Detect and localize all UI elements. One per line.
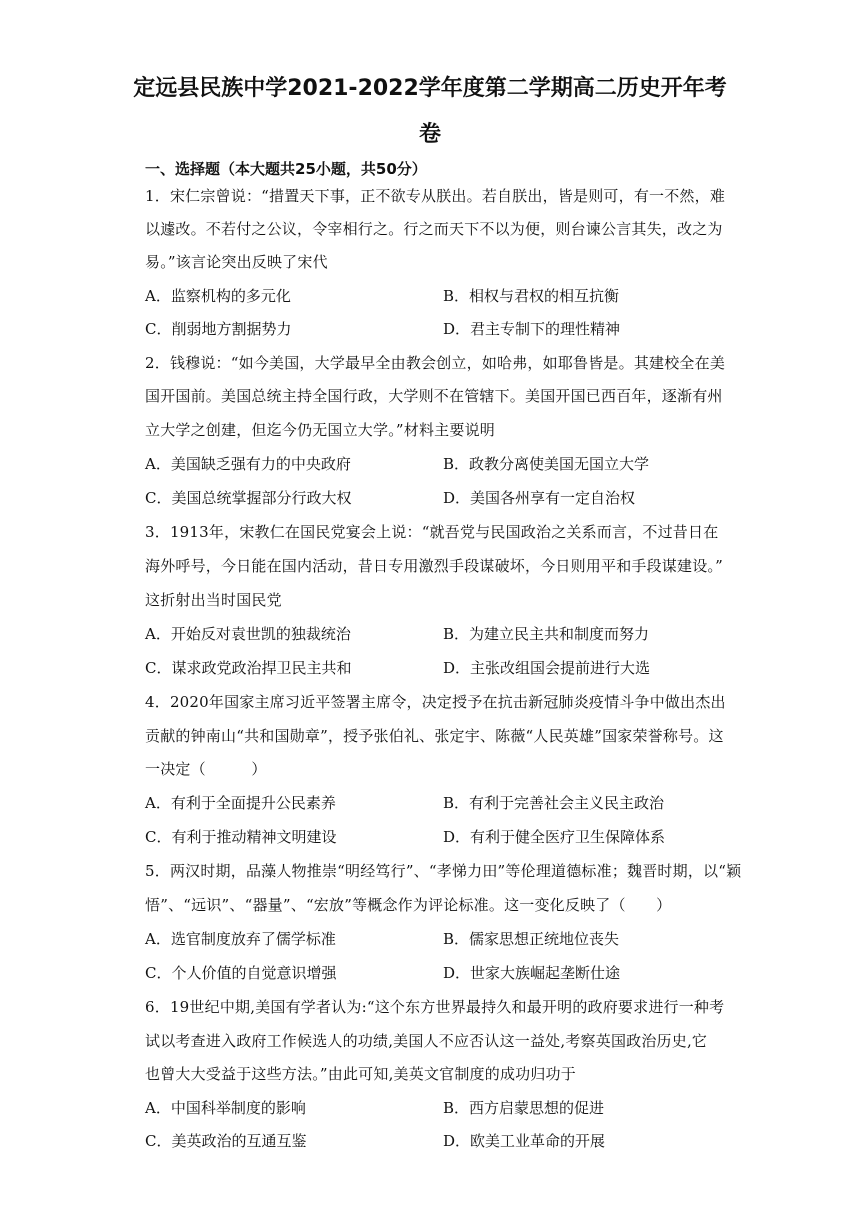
question-1-option-c: C．削弱地方割据势力	[145, 320, 292, 338]
exam-title-line-2: 卷	[418, 122, 441, 147]
question-5-option-c: C．个人价值的自觉意识增强	[145, 964, 337, 982]
question-1-line-2: 以遽改。不若付之公议，令宰相行之。行之而天下不以为便，则台谏公言其失，改之为	[145, 220, 723, 238]
question-5-line-1: 5．两汉时期，品藻人物推崇“明经笃行”、“孝悌力田”等伦理道德标准；魏晋时期，以“颖	[145, 862, 742, 880]
question-4-option-d: D．有利于健全医疗卫生保障体系	[443, 828, 666, 846]
question-6-option-d: D．欧美工业革命的开展	[443, 1132, 606, 1150]
exam-title-line-1: 定远县民族中学2021-2022学年度第二学期高二历史开年考	[133, 76, 727, 101]
question-5-option-a: A．选官制度放弃了儒学标准	[145, 930, 336, 948]
question-5-option-b: B．儒家思想正统地位丧失	[443, 930, 620, 948]
question-5-line-2: 悟”、“远识”、“器量”、“宏放”等概念作为评论标准。这一变化反映了（ ）	[145, 896, 672, 914]
question-4-line-3: 一决定（ ）	[145, 760, 267, 778]
question-3-option-a: A．开始反对袁世凯的独裁统治	[145, 625, 351, 643]
question-2-line-1: 2．钱穆说：“如今美国，大学最早全由教会创立，如哈弗，如耶鲁皆是。其建校全在美	[145, 354, 726, 372]
question-3-line-2: 海外呼号，今日能在国内活动，昔日专用激烈手段谋破坏，今日则用平和手段谋建设。”	[145, 557, 723, 575]
question-4-option-c: C．有利于推动精神文明建设	[145, 828, 337, 846]
question-1-line-1: 1．宋仁宗曾说：“措置天下事，正不欲专从朕出。若自朕出，皆是则可，有一不然，难	[145, 187, 726, 205]
question-4-line-2: 贡献的钟南山“共和国勋章”，授予张伯礼、张定宇、陈薇“人民英雄”国家荣誉称号。这	[145, 727, 724, 745]
question-4-option-b: B．有利于完善社会主义民主政治	[443, 794, 665, 812]
question-5-option-d: D．世家大族崛起垄断仕途	[443, 964, 621, 982]
question-2-option-a: A．美国缺乏强有力的中央政府	[145, 455, 351, 473]
question-2-line-3: 立大学之创建，但迄今仍无国立大学。”材料主要说明	[145, 421, 495, 439]
question-1-option-b: B．相权与君权的相互抗衡	[443, 287, 620, 305]
question-1-option-d: D．君主专制下的理性精神	[443, 320, 621, 338]
question-2-option-c: C．美国总统掌握部分行政大权	[145, 489, 352, 507]
question-1-option-a: A．监察机构的多元化	[145, 287, 291, 305]
question-6-line-3: 也曾大大受益于这些方法。”由此可知,美英文官制度的成功归功于	[145, 1065, 576, 1083]
question-3-line-1: 3．1913年，宋教仁在国民党宴会上说：“就吾党与民国政治之关系而言，不过昔日在	[145, 523, 719, 541]
section-heading: 一、选择题（本大题共25小题，共50分）	[145, 160, 427, 178]
question-6-option-b: B．西方启蒙思想的促进	[443, 1099, 605, 1117]
question-6-line-2: 试以考查进入政府工作候选人的功绩,美国人不应否认这一益处,考察英国政治历史,它	[145, 1032, 708, 1050]
question-2-option-d: D．美国各州享有一定自治权	[443, 489, 636, 507]
question-3-option-d: D．主张改组国会提前进行大选	[443, 659, 651, 677]
question-2-option-b: B．政教分离使美国无国立大学	[443, 455, 650, 473]
question-3-line-3: 这折射出当时国民党	[145, 591, 282, 609]
question-4-line-1: 4．2020年国家主席习近平签署主席令，决定授予在抗击新冠肺炎疫情斗争中做出杰出	[145, 693, 726, 711]
question-3-option-b: B．为建立民主共和制度而努力	[443, 625, 650, 643]
question-4-option-a: A．有利于全面提升公民素养	[145, 794, 336, 812]
question-6-option-a: A．中国科举制度的影响	[145, 1099, 306, 1117]
question-6-option-c: C．美英政治的互通互鉴	[145, 1132, 307, 1150]
question-6-line-1: 6．19世纪中期,美国有学者认为:“这个东方世界最持久和最开明的政府要求进行一种考	[145, 998, 725, 1016]
question-2-line-2: 国开国前。美国总统主持全国行政，大学则不在管辖下。美国开国已西百年，逐渐有州	[145, 387, 723, 405]
question-3-option-c: C．谋求政党政治捍卫民主共和	[145, 659, 352, 677]
question-1-line-3: 易。”该言论突出反映了宋代	[145, 253, 328, 271]
